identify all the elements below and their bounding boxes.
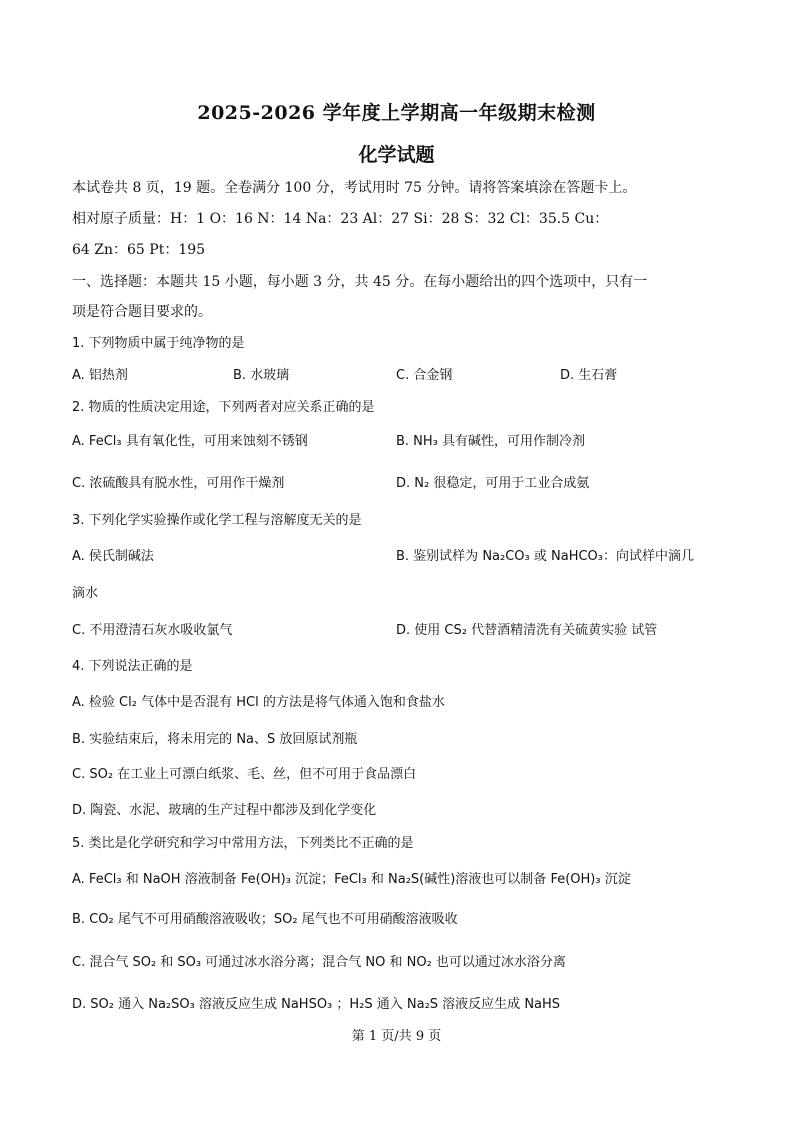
question-1-stem: 1. 下列物质中属于纯净物的是 — [72, 336, 245, 351]
question-3-option-a: A. 侯氏制碱法 — [72, 549, 154, 564]
question-4-option-c: C. SO₂ 在工业上可漂白纸浆、毛、丝，但不可用于食品漂白 — [72, 767, 417, 782]
question-2-option-a: A. FeCl₃ 具有氧化性，可用来蚀刻不锈钢 — [72, 434, 308, 449]
section-heading-line-2: 项是符合题目要求的。 — [72, 304, 212, 320]
question-2-option-b: B. NH₃ 具有碱性，可用作制冷剂 — [396, 434, 586, 449]
section-heading-line-1: 一、选择题：本题共 15 小题，每小题 3 分，共 45 分。在每小题给出的四个选项中，只有一 — [72, 274, 648, 290]
question-5-stem: 5. 类比是化学研究和学习中常用方法，下列类比不正确的是 — [72, 836, 414, 851]
question-4-stem: 4. 下列说法正确的是 — [72, 659, 193, 674]
intro-line-1: 本试卷共 8 页，19 题。全卷满分 100 分，考试用时 75 分钟。请将答案填涂在答题卡上。 — [72, 180, 637, 196]
exam-title: 2025-2026 学年度上学期高一年级期末检测 — [197, 102, 596, 124]
question-3-stem: 3. 下列化学实验操作或化学工程与溶解度无关的是 — [72, 513, 362, 528]
question-5-option-b: B. CO₂ 尾气不可用硝酸溶液吸收；SO₂ 尾气也不可用硝酸溶液吸收 — [72, 912, 458, 927]
question-4-option-b: B. 实验结束后，将未用完的 Na、S 放回原试剂瓶 — [72, 732, 358, 747]
question-2-stem: 2. 物质的性质决定用途，下列两者对应关系正确的是 — [72, 400, 375, 415]
question-1-option-c: C. 合金钢 — [396, 368, 453, 383]
intro-line-3: 64 Zn：65 Pt：195 — [72, 242, 206, 258]
question-5-option-d: D. SO₂ 通入 Na₂SO₃ 溶液反应生成 NaHSO₃ ；H₂S 通入 Na₂S 溶液反应生成 NaHS — [72, 997, 561, 1012]
question-2-option-d: D. N₂ 很稳定，可用于工业合成氨 — [396, 476, 590, 491]
question-3-option-c: C. 不用澄清石灰水吸收氯气 — [72, 623, 233, 638]
question-1-option-b: B. 水玻璃 — [233, 368, 290, 383]
question-3-option-b: B. 鉴别试样为 Na₂CO₃ 或 NaHCO₃：向试样中滴几 — [396, 549, 694, 564]
subject-title: 化学试题 — [358, 144, 435, 166]
question-2-option-c: C. 浓硫酸具有脱水性，可用作干燥剂 — [72, 476, 285, 491]
question-3-option-b-continued: 滴水 — [72, 586, 99, 601]
intro-line-2: 相对原子质量：H：1 O：16 N：14 Na：23 Al：27 Si：28 S：32 Cl：35.5 Cu： — [72, 211, 609, 227]
question-4-option-d: D. 陶瓷、水泥、玻璃的生产过程中都涉及到化学变化 — [72, 803, 377, 818]
question-5-option-a: A. FeCl₃ 和 NaOH 溶液制备 Fe(OH)₃ 沉淀；FeCl₃ 和 Na₂S(碱性)溶液也可以制备 Fe(OH)₃ 沉淀 — [72, 872, 631, 887]
question-4-option-a: A. 检验 Cl₂ 气体中是否混有 HCl 的方法是将气体通入饱和食盐水 — [72, 695, 445, 710]
question-5-option-c: C. 混合气 SO₂ 和 SO₃ 可通过冰水浴分离；混合气 NO 和 NO₂ 也可以通过冰水浴分离 — [72, 955, 566, 970]
page-footer: 第 1 页/共 9 页 — [351, 1029, 442, 1044]
question-1-option-a: A. 铝热剂 — [72, 368, 128, 383]
question-3-option-d: D. 使用 CS₂ 代替酒精清洗有关硫黄实验 试管 — [396, 623, 658, 638]
question-1-option-d: D. 生石膏 — [560, 368, 618, 383]
